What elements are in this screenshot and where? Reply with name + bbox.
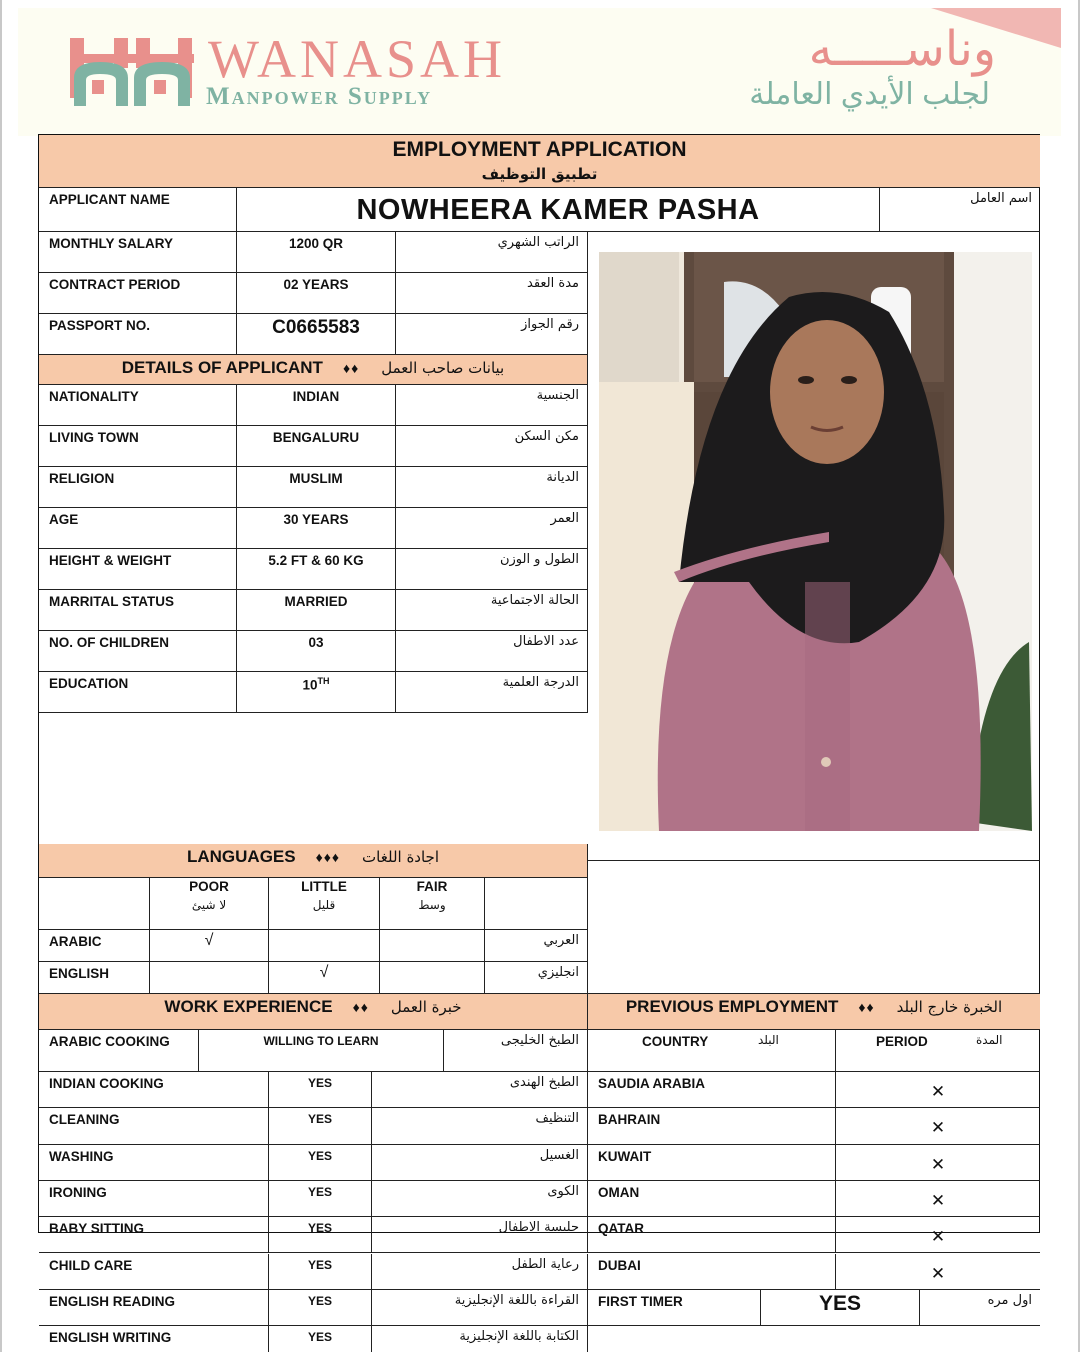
detail-row-label: HEIGHT & WEIGHT bbox=[49, 553, 172, 568]
detail-row-value-cell bbox=[237, 385, 396, 426]
country-cell bbox=[588, 1217, 836, 1253]
work-skill-label-ar: الطبخ الخليجى bbox=[500, 1033, 579, 1048]
period-cell bbox=[836, 1217, 1040, 1253]
x-mark-icon: ✕ bbox=[930, 1082, 946, 1101]
work-row-value-cell bbox=[269, 1290, 372, 1326]
language-level-ar: وسط bbox=[418, 898, 446, 912]
brand-name-ar: وناســـــه bbox=[808, 23, 996, 76]
row-monthly-salary-label-ar-cell bbox=[396, 232, 588, 273]
x-mark-icon: ✕ bbox=[930, 1190, 946, 1210]
row-contract-period-value: 02 YEARS bbox=[283, 277, 349, 292]
first-timer-label-ar: اول مره bbox=[987, 1292, 1032, 1308]
work-skill-label: IRONING bbox=[49, 1184, 107, 1200]
work-row-label-cell bbox=[39, 1108, 269, 1144]
row-passport-no-label-ar-cell bbox=[396, 314, 588, 355]
work-row-ar-cell bbox=[372, 1326, 588, 1352]
detail-row-label-ar: الجنسية bbox=[536, 388, 579, 403]
row-monthly-salary-label-ar: الراتب الشهري bbox=[497, 235, 579, 250]
row-passport-no-value-cell bbox=[237, 314, 396, 355]
work-skill-value: YES bbox=[307, 1184, 332, 1199]
diamond-icon: ♦♦ bbox=[342, 360, 360, 376]
work-experience-header-title-en: WORK EXPERIENCE bbox=[164, 997, 333, 1016]
employment-application-form bbox=[38, 134, 1040, 1346]
diamond-icon: ♦♦ bbox=[352, 999, 369, 1015]
country-name: SAUDIA ARABIA bbox=[598, 1076, 705, 1091]
checkmark-icon: √ bbox=[204, 932, 214, 949]
work-skill-label-ar: التنظيف bbox=[535, 1111, 579, 1127]
language-row-cell bbox=[485, 930, 588, 962]
work-experience-header bbox=[39, 994, 588, 1030]
country-header-en: COUNTRY bbox=[642, 1034, 709, 1049]
work-skill-label: ARABIC COOKING bbox=[49, 1034, 170, 1049]
detail-row-value-cell bbox=[237, 590, 396, 631]
row-contract-period-label-ar-cell bbox=[396, 273, 588, 314]
detail-row-label-cell bbox=[39, 508, 237, 549]
country-header-ar: البلد bbox=[758, 1033, 779, 1047]
language-row-cell bbox=[380, 962, 485, 994]
work-row-ar-cell bbox=[372, 1145, 588, 1181]
row-monthly-salary-value: 1200 QR bbox=[288, 236, 344, 251]
language-level-ar: لا شيئ bbox=[191, 898, 227, 912]
work-row-label-cell bbox=[39, 1030, 199, 1072]
detail-row-label: MARRITAL STATUS bbox=[49, 594, 174, 609]
work-row-ar-cell bbox=[372, 1072, 588, 1108]
detail-row-label-ar-cell bbox=[396, 508, 588, 549]
work-skill-label-ar: القراءة باللغة الإنجليزية bbox=[454, 1292, 579, 1308]
language-level-header-cell bbox=[39, 878, 150, 930]
detail-row-label-cell bbox=[39, 385, 237, 426]
previous-employment-title-en: PREVIOUS EMPLOYMENT bbox=[625, 997, 839, 1016]
work-skill-label-ar: جليسة الاطفال bbox=[498, 1220, 579, 1236]
detail-row-label-ar-cell bbox=[396, 467, 588, 508]
details-of-applicant-header-title bbox=[39, 358, 587, 378]
work-skill-value: YES bbox=[307, 1257, 332, 1272]
detail-row-value: BENGALURU bbox=[272, 430, 360, 445]
work-skill-value: YES bbox=[307, 1112, 332, 1127]
language-name-ar: العربي bbox=[543, 933, 579, 948]
language-row-cell bbox=[380, 930, 485, 962]
detail-row-label-ar-cell bbox=[396, 549, 588, 590]
work-experience-header-title bbox=[39, 997, 587, 1017]
language-row-cell bbox=[150, 930, 269, 962]
applicant-name-value: NOWHEERA KAMER PASHA bbox=[356, 194, 760, 226]
detail-row-value: 30 YEARS bbox=[283, 512, 349, 527]
detail-row-value-cell bbox=[237, 672, 396, 713]
detail-row-label-ar-cell bbox=[396, 590, 588, 631]
applicant-name-label: APPLICANT NAME bbox=[49, 192, 170, 207]
work-skill-label: CLEANING bbox=[49, 1112, 120, 1128]
row-monthly-salary-label-cell bbox=[39, 232, 237, 273]
detail-row-value-cell bbox=[237, 467, 396, 508]
work-skill-label: WASHING bbox=[49, 1148, 114, 1164]
language-level-en: POOR bbox=[189, 879, 229, 894]
row-contract-period-value-cell bbox=[237, 273, 396, 314]
details-of-applicant-header-title-en: DETAILS OF APPLICANT bbox=[121, 358, 323, 377]
detail-row-value: 10TH bbox=[302, 676, 330, 693]
applicant-photo bbox=[599, 252, 1032, 831]
country-name: BAHRAIN bbox=[598, 1112, 661, 1128]
applicant-name-ar-cell bbox=[880, 188, 1040, 232]
work-row-label-cell bbox=[39, 1290, 269, 1326]
work-row-label-cell bbox=[39, 1072, 269, 1108]
detail-row-label-ar: الطول و الوزن bbox=[499, 552, 579, 567]
language-level-header-cell bbox=[269, 878, 380, 930]
applicant-name-label-cell bbox=[39, 188, 237, 232]
country-name: KUWAIT bbox=[598, 1148, 652, 1164]
work-row-label-cell bbox=[39, 1145, 269, 1181]
x-mark-icon: ✕ bbox=[930, 1154, 946, 1174]
row-monthly-salary-value-cell bbox=[237, 232, 396, 273]
language-level-header-cell bbox=[485, 878, 588, 930]
language-name: ARABIC bbox=[49, 934, 102, 949]
form-title-block bbox=[39, 135, 1040, 188]
language-row-cell bbox=[269, 962, 380, 994]
work-row-label-cell bbox=[39, 1326, 269, 1352]
work-row-ar-cell bbox=[372, 1290, 588, 1326]
detail-row-label: EDUCATION bbox=[49, 676, 129, 691]
country-cell bbox=[588, 1145, 836, 1181]
work-skill-label: BABY SITTING bbox=[49, 1221, 145, 1237]
detail-row-value: 5.2 FT & 60 KG bbox=[268, 553, 364, 568]
first-timer-value-cell bbox=[761, 1290, 920, 1326]
work-row-value-cell bbox=[269, 1108, 372, 1144]
work-row-label-cell bbox=[39, 1254, 269, 1290]
checkmark-icon: √ bbox=[319, 964, 329, 981]
detail-row-value: MARRIED bbox=[284, 594, 348, 609]
work-skill-label-ar: الكوى bbox=[547, 1183, 579, 1199]
detail-row-label-ar: عدد الاطفال bbox=[513, 634, 579, 649]
language-level-header-cell bbox=[150, 878, 269, 930]
country-name: DUBAI bbox=[598, 1257, 641, 1273]
detail-row-label-ar-cell bbox=[396, 426, 588, 467]
row-passport-no-label-ar: رقم الجواز bbox=[521, 317, 579, 332]
language-level-header-cell bbox=[380, 878, 485, 930]
language-row-cell bbox=[485, 962, 588, 994]
detail-row-label-cell bbox=[39, 631, 237, 672]
work-row-value-cell bbox=[269, 1181, 372, 1217]
detail-row-label-ar: العمر bbox=[550, 511, 579, 526]
first-timer-value: YES bbox=[818, 1291, 862, 1315]
period-cell bbox=[836, 1254, 1040, 1290]
detail-row-label-ar-cell bbox=[396, 672, 588, 713]
row-contract-period-label-ar: مدة العقد bbox=[527, 276, 579, 291]
country-cell bbox=[588, 1254, 836, 1290]
detail-row-label-ar: الدرجة العلمية bbox=[502, 675, 579, 690]
work-row-value-cell bbox=[269, 1145, 372, 1181]
row-contract-period-label-cell bbox=[39, 273, 237, 314]
work-skill-value: YES bbox=[307, 1076, 332, 1090]
applicant-name-value-cell bbox=[237, 188, 880, 232]
detail-row-label-ar: الحالة الاجتماعية bbox=[490, 593, 579, 608]
row-passport-no-label: PASSPORT NO. bbox=[49, 318, 151, 333]
detail-row-value: MUSLIM bbox=[289, 471, 343, 486]
work-skill-label: ENGLISH READING bbox=[49, 1293, 176, 1309]
first-timer-label-cell bbox=[588, 1290, 761, 1326]
details-of-applicant-header bbox=[39, 355, 588, 385]
period-cell bbox=[836, 1181, 1040, 1217]
work-skill-label: INDIAN COOKING bbox=[49, 1076, 164, 1091]
languages-header-title-ar: اجادة اللغات bbox=[362, 848, 439, 866]
languages-header-title bbox=[39, 847, 587, 867]
photo-frame bbox=[588, 232, 1040, 861]
work-skill-label: ENGLISH WRITING bbox=[49, 1330, 172, 1346]
work-row-value-cell bbox=[269, 1326, 372, 1352]
work-skill-label: CHILD CARE bbox=[49, 1257, 133, 1273]
country-column-header bbox=[588, 1030, 836, 1072]
languages-header bbox=[39, 844, 588, 878]
previous-employment-header bbox=[588, 994, 1040, 1030]
country-cell bbox=[588, 1181, 836, 1217]
work-skill-value: YES bbox=[307, 1221, 332, 1236]
details-of-applicant-header-title-ar: بيانات صاحب العمل bbox=[381, 359, 505, 377]
detail-row-label-cell bbox=[39, 426, 237, 467]
detail-row-label-ar: الديانة bbox=[546, 470, 579, 485]
detail-row-label-ar-cell bbox=[396, 385, 588, 426]
period-header-en: PERIOD bbox=[876, 1034, 928, 1049]
work-skill-value: YES bbox=[307, 1293, 332, 1308]
work-row-ar-cell bbox=[372, 1108, 588, 1144]
brand-tagline-en: Manpower Supply bbox=[206, 83, 433, 110]
country-cell bbox=[588, 1108, 836, 1144]
language-level-en: FAIR bbox=[416, 879, 448, 894]
work-row-label-cell bbox=[39, 1181, 269, 1217]
work-row-ar-cell bbox=[372, 1181, 588, 1217]
work-row-ar-cell bbox=[372, 1217, 588, 1253]
previous-employment-title bbox=[588, 997, 1040, 1017]
first-timer-label: FIRST TIMER bbox=[598, 1293, 683, 1309]
detail-row-label: RELIGION bbox=[49, 471, 115, 486]
period-cell bbox=[836, 1145, 1040, 1181]
applicant-name-label-ar: اسم العامل bbox=[970, 191, 1032, 206]
work-row-ar-cell bbox=[444, 1030, 588, 1072]
form-title-en: EMPLOYMENT APPLICATION bbox=[392, 138, 687, 161]
country-name: QATAR bbox=[598, 1221, 644, 1237]
language-row-cell bbox=[39, 962, 150, 994]
detail-row-label: NATIONALITY bbox=[49, 389, 139, 404]
row-passport-no-label-cell bbox=[39, 314, 237, 355]
work-skill-value: YES bbox=[307, 1330, 332, 1345]
work-skill-label-ar: الكتابة باللغة الإنجليزية bbox=[459, 1329, 579, 1345]
period-cell bbox=[836, 1108, 1040, 1144]
work-skill-label-ar: رعاية الطفل bbox=[511, 1256, 579, 1272]
detail-row-label: NO. OF CHILDREN bbox=[49, 635, 169, 650]
detail-row-label-cell bbox=[39, 590, 237, 631]
previous-employment-title-ar: الخبرة خارج البلد bbox=[896, 998, 1003, 1016]
period-column-header bbox=[836, 1030, 1040, 1072]
detail-row-value-cell bbox=[237, 426, 396, 467]
language-name-ar: انجليزي bbox=[537, 965, 579, 980]
detail-row-label: AGE bbox=[49, 512, 79, 527]
period-cell bbox=[836, 1072, 1040, 1108]
period-header-ar: المدة bbox=[976, 1033, 1003, 1047]
detail-row-label-cell bbox=[39, 672, 237, 713]
work-row-value-cell bbox=[269, 1254, 372, 1290]
first-timer-ar-cell bbox=[920, 1290, 1040, 1326]
row-contract-period-label: CONTRACT PERIOD bbox=[49, 277, 181, 292]
work-row-value-cell bbox=[269, 1072, 372, 1108]
detail-row-label-ar: مكن السكن bbox=[514, 429, 579, 444]
work-skill-value: WILLING TO LEARN bbox=[263, 1034, 379, 1048]
detail-row-label: LIVING TOWN bbox=[49, 430, 139, 445]
diamond-icon: ♦♦♦ bbox=[315, 849, 341, 865]
row-monthly-salary-label: MONTHLY SALARY bbox=[49, 236, 174, 251]
detail-row-label-cell bbox=[39, 549, 237, 590]
brand-name-en: WANASAH bbox=[208, 29, 506, 89]
work-row-value-cell bbox=[199, 1030, 444, 1072]
x-mark-icon: ✕ bbox=[930, 1227, 946, 1247]
detail-row-value-cell bbox=[237, 508, 396, 549]
language-name: ENGLISH bbox=[49, 966, 110, 981]
detail-row-value: 03 bbox=[308, 635, 324, 650]
languages-header-title-en: LANGUAGES bbox=[186, 847, 296, 866]
blank-area bbox=[588, 879, 1040, 994]
diamond-icon: ♦♦ bbox=[858, 999, 875, 1015]
work-skill-label-ar: الطبخ الهندى bbox=[509, 1075, 579, 1090]
detail-row-value-cell bbox=[237, 549, 396, 590]
work-row-value-cell bbox=[269, 1217, 372, 1253]
language-row-cell bbox=[150, 962, 269, 994]
company-banner bbox=[18, 8, 1061, 136]
detail-row-value-cell bbox=[237, 631, 396, 672]
country-name: OMAN bbox=[598, 1184, 640, 1200]
language-level-ar: قليل bbox=[312, 898, 336, 912]
empty-cell bbox=[588, 1326, 1040, 1352]
work-experience-header-title-ar: خبرة العمل bbox=[390, 998, 462, 1016]
language-row-cell bbox=[39, 930, 150, 962]
work-row-label-cell bbox=[39, 1217, 269, 1253]
detail-row-label-ar-cell bbox=[396, 631, 588, 672]
wanasah-logo-icon bbox=[70, 38, 194, 106]
work-skill-label-ar: الغسيل bbox=[539, 1147, 579, 1163]
x-mark-icon: ✕ bbox=[930, 1263, 946, 1283]
detail-row-label-cell bbox=[39, 467, 237, 508]
detail-row-value: INDIAN bbox=[292, 389, 340, 404]
education-superscript: TH bbox=[317, 676, 330, 686]
country-cell bbox=[588, 1072, 836, 1108]
x-mark-icon: ✕ bbox=[930, 1118, 946, 1138]
language-level-en: LITTLE bbox=[301, 879, 347, 894]
language-row-cell bbox=[269, 930, 380, 962]
work-row-ar-cell bbox=[372, 1254, 588, 1290]
brand-tagline-ar: لجلب الأيدي العاملة bbox=[749, 78, 990, 111]
form-title-ar: تطبيق التوظيف bbox=[481, 165, 598, 183]
work-skill-value: YES bbox=[307, 1148, 332, 1163]
row-passport-no-value: C0665583 bbox=[272, 317, 360, 338]
